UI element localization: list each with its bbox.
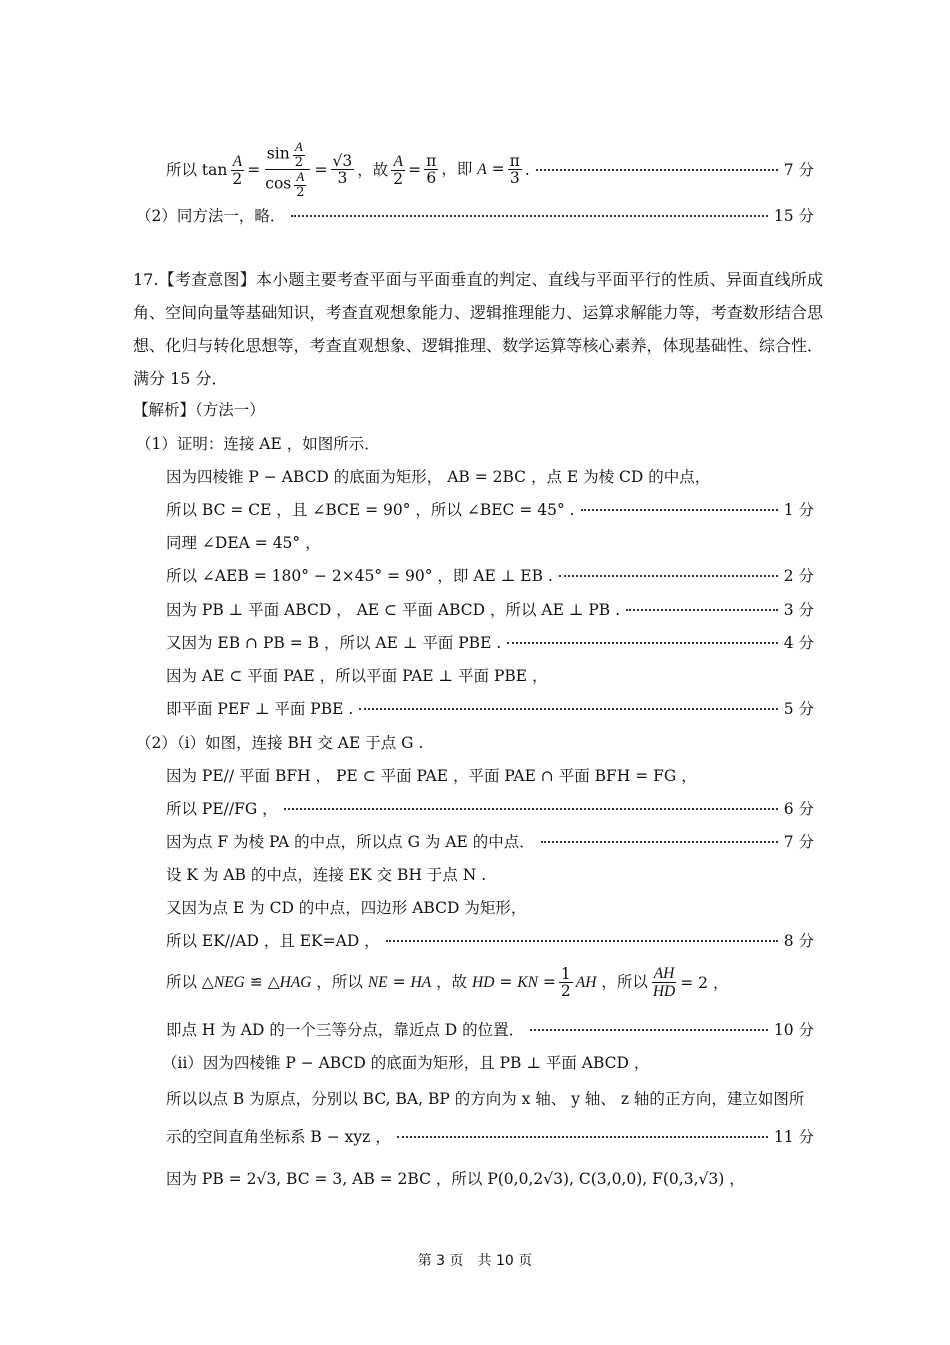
score-label: 4 分: [783, 634, 814, 652]
fraction-pi-over-6: $\frac{\pi}{6}$: [426, 152, 437, 188]
line-midpoint-k: 设 K 为 AB 的中点，连接 EK 交 BH 于点 N .: [166, 866, 487, 884]
line-congruent-triangles: 所以 △NEG ≌ △HAG ，所以 NE = HA ，故 HD = KN = $\frac{1}{2}$ AH ，所以 $\frac{AH}{HD}$ = 2 ，: [166, 965, 729, 1001]
fraction-one-half: $\frac{1}{2}$: [560, 965, 571, 1001]
page-footer: 第 3 页 共 10 页: [417, 1253, 533, 1269]
fraction-root3-over-3: $\frac{√3}{3}$: [332, 152, 353, 188]
leader-dots: [507, 642, 777, 644]
line-point-coordinates: 因为 PB = 2√3, BC = 3, AB = 2BC ，所以 P(0,0,2√3), C(3,0,0), F(0,3,√3) ，: [166, 1170, 745, 1188]
q17-intent-paragraph: 17.【考查意图】本小题主要考查平面与平面垂直的判定、直线与平面平行的性质、异面直线所成角、空间向量等基础知识，考查直观想象能力、逻辑推理能力、运算求解能力等，考查数形结合思想、化归与转化思想等，考查直观想象、逻辑推理、数学运算等核心素养，体现基础性、综合性．满分 15 分．: [133, 270, 823, 388]
score-label: 5 分: [783, 700, 814, 718]
line-midpoint-e: 又因为点 E 为 CD 的中点，四边形 ABCD 为矩形，: [166, 899, 527, 917]
fraction-a-over-2b: $\frac{A}{2}$: [393, 152, 404, 188]
score-label: 8 分: [783, 932, 814, 950]
line-part2-same: [136, 206, 814, 226]
score-label: 11 分: [773, 1128, 814, 1146]
score-label: 7 分: [783, 833, 814, 851]
leader-dots: [559, 575, 778, 577]
line-pe-parallel: 因为 PE// 平面 BFH ， PE ⊂ 平面 PAE ，平面 PAE ∩ 平面 BFH = FG ，: [166, 767, 697, 785]
line-text: 所以 ∠AEB = 180° − 2×45° = 90° ，即 AE ⊥ EB .: [166, 567, 553, 585]
leader-dots: [397, 1136, 768, 1138]
line-text: （2）同方法一，略．: [136, 207, 286, 225]
leader-dots: [530, 1029, 768, 1031]
line-dea: 同理 ∠DEA = 45° ，: [166, 534, 321, 552]
line-eb-cap-pb: [166, 633, 814, 653]
line-bce: [166, 500, 814, 520]
line-plane-pef: [166, 699, 814, 719]
line-rectangle-base: 因为四棱锥 P − ABCD 的底面为矩形， AB = 2BC ，点 E 为棱 CD 的中点，: [166, 468, 711, 486]
leader-dots: [626, 609, 778, 611]
line-text: 所以 PE//FG ，: [166, 800, 278, 818]
fraction-sin-over-cos: sin $\frac{A}{2}$ cos $\frac{A}{2}$: [263, 140, 311, 200]
line-text: 因为 PB ⊥ 平面 ABCD ， AE ⊂ 平面 ABCD ，所以 AE ⊥ PB .: [166, 601, 621, 619]
line-plane-pae: 因为 AE ⊂ 平面 PAE ，所以平面 PAE ⊥ 平面 PBE ，: [166, 667, 548, 685]
score-label: 3 分: [783, 601, 814, 619]
score-label: 15 分: [773, 207, 814, 225]
score-label: 7 分: [783, 160, 814, 179]
leader-dots: [284, 808, 778, 810]
line-coordinate-axes: 所以以点 B 为原点，分别以 BC, BA, BP 的方向为 x 轴、 y 轴、 z 轴的正方向，建立如图所: [166, 1090, 805, 1108]
analysis-heading: 【解析】（方法一）: [133, 401, 265, 419]
fraction-ah-over-hd: $\frac{AH}{HD}$: [652, 965, 676, 1001]
line-text: 所以 BC = CE ，且 ∠BCE = 90° ，所以 ∠BEC = 45° .: [166, 501, 575, 519]
line-aeb: [166, 566, 814, 586]
leader-dots: [291, 215, 767, 217]
fraction-a-over-2: $\frac{A}{2}$: [232, 152, 243, 188]
leader-dots: [541, 841, 778, 843]
part1-proof-intro: （1）证明：连接 AE ，如图所示．: [136, 435, 380, 453]
line-text: 即点 H 为 AD 的一个三等分点，靠近点 D 的位置．: [166, 1021, 525, 1039]
score-label: 2 分: [783, 567, 814, 585]
line-text: 因为点 F 为棱 PA 的中点，所以点 G 为 AE 的中点．: [166, 833, 535, 851]
line-trisection-h: [166, 1020, 814, 1040]
line-ek-ad: [166, 931, 814, 951]
leader-dots: [386, 940, 778, 942]
score-label: 10 分: [773, 1021, 814, 1039]
fraction-pi-over-3: $\frac{\pi}{3}$: [509, 152, 520, 188]
line-midpoint-g: [166, 832, 814, 852]
line-pe-fg: [166, 799, 814, 819]
score-label: 1 分: [783, 501, 814, 519]
score-label: 6 分: [783, 800, 814, 818]
part2-ii-intro: （ⅱ）因为四棱锥 P − ABCD 的底面为矩形，且 PB ⊥ 平面 ABCD ，: [162, 1054, 650, 1072]
part2-i-intro: （2）（ⅰ）如图，连接 BH 交 AE 于点 G .: [136, 734, 424, 752]
line-tan-half-angle: 所以 tan $\frac{A}{2}$ = sin $\frac{A}{2}$ cos $\frac{A}{2}$ = $\frac{√3}{3}$ ，故 $\frac{A}{2}$ = $\frac{\pi}{6}$ ，即 A = $\frac{\pi}{3}$ . 7 分: [166, 139, 814, 200]
leader-dots: [359, 708, 777, 710]
line-text: 示的空间直角坐标系 B − xyz ，: [166, 1128, 391, 1146]
line-text: 所以 EK//AD ，且 EK=AD ，: [166, 932, 380, 950]
line-coordinate-system: [166, 1127, 814, 1147]
line-pb-perp: [166, 600, 814, 620]
line-text: 即平面 PEF ⊥ 平面 PBE .: [166, 700, 354, 718]
leader-dots: [536, 169, 778, 171]
line-text: 又因为 EB ∩ PB = B ，所以 AE ⊥ 平面 PBE .: [166, 634, 502, 652]
leader-dots: [581, 509, 778, 511]
